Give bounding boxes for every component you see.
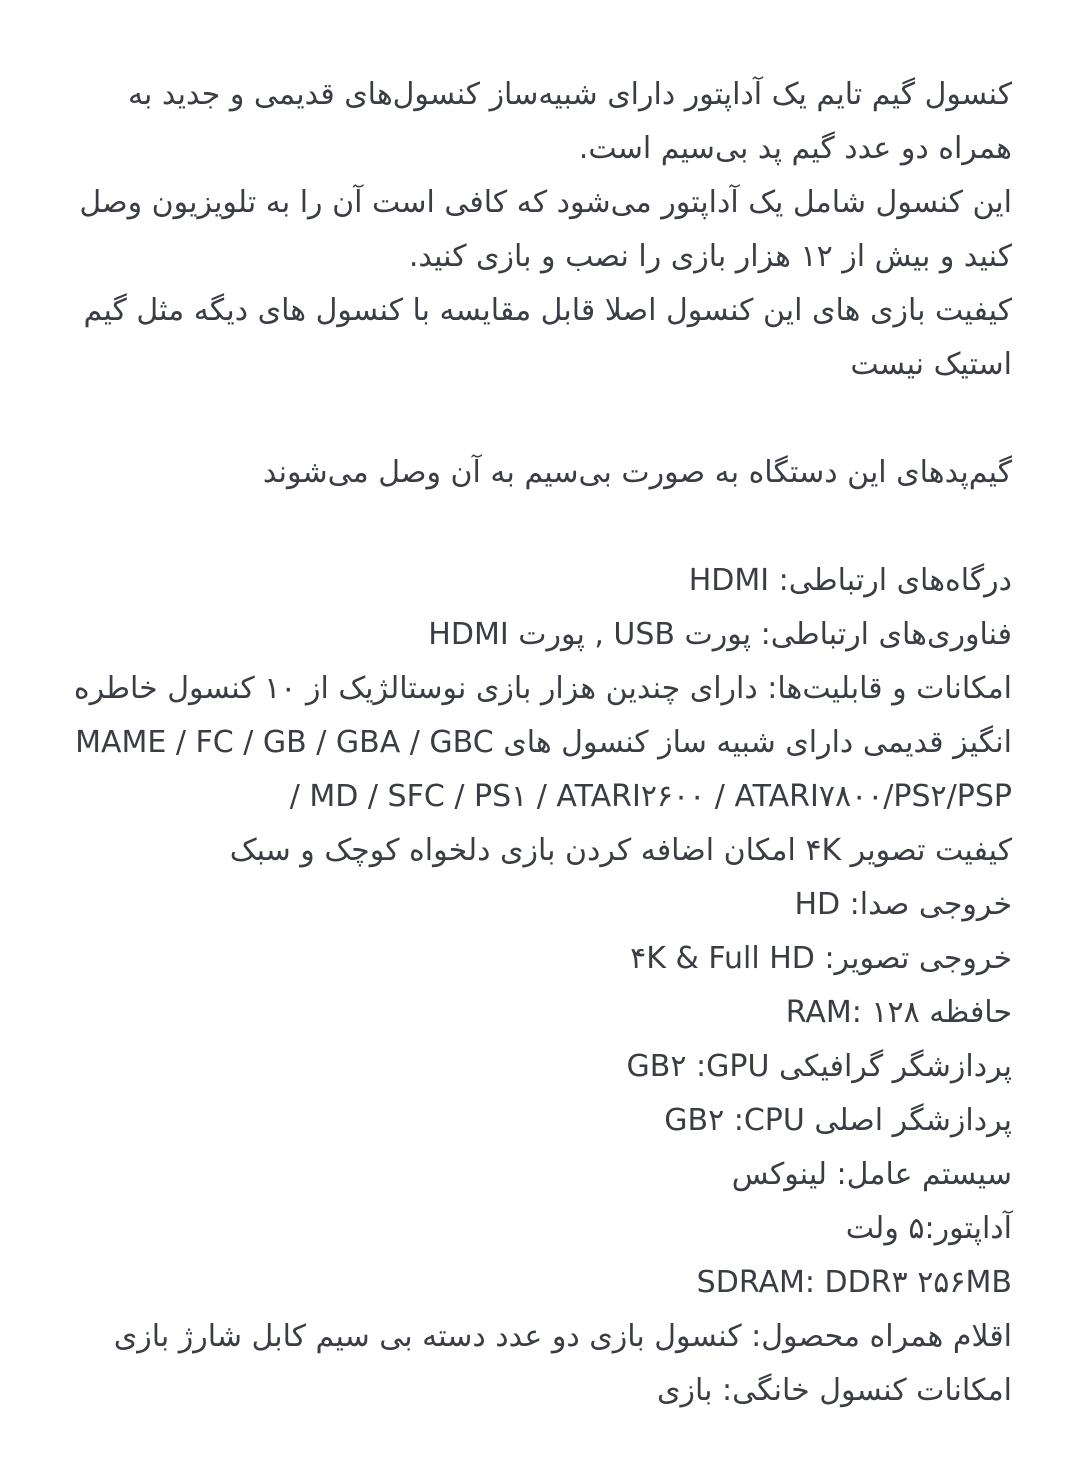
spec-ports: درگاه‌های ارتباطی: HDMI (688, 563, 1012, 598)
spec-quality: کیفیت تصویر ۴K امکان اضافه کردن بازی دلخواه کوچک و سبک (229, 833, 1012, 868)
spec-home: امکانات کنسول خانگی: بازی (656, 1373, 1012, 1408)
spec-os: سیستم عامل: لینوکس (731, 1157, 1012, 1192)
spacer (60, 500, 1012, 554)
spec-features: امکانات و قابلیت‌ها: دارای چندین هزار بازی نوستالژیک از ۱۰ کنسول خاطره انگیز قدیمی دارای شبیه ساز کنسول های MAME / FC / GB / GBA / GBC / MD / SFC / PS۱ / ATARI۲۶۰۰ / ATARI۷۸۰۰/PS۲/PSP (73, 671, 1012, 814)
spacer (60, 392, 1012, 446)
gamepads-note: گیم‌پدهای این دستگاه به صورت بی‌سیم به آن وصل می‌شوند (262, 455, 1012, 490)
spec-tech: فناوری‌های ارتباطی: پورت USB , پورت HDMI (428, 617, 1012, 652)
intro-paragraph-2: این کنسول شامل یک آداپتور می‌شود که کافی است آن را به تلویزیون وصل کنید و بیش از ۱۲ هزار بازی را نصب و بازی کنید. (79, 185, 1012, 274)
spec-cpu: پردازشگر اصلی GB۲ :CPU (664, 1103, 1012, 1138)
product-description (60, 68, 1012, 1418)
spec-gpu: پردازشگر گرافیکی GB۲ :GPU (626, 1049, 1012, 1084)
spec-items: اقلام همراه محصول: کنسول بازی دو عدد دسته بی سیم کابل شارژ بازی (113, 1319, 1012, 1354)
spec-adapter: آداپتور:۵ ولت (845, 1211, 1012, 1246)
spec-list (60, 554, 1012, 1418)
intro-paragraph-1: کنسول گیم تایم یک آداپتور دارای شبیه‌ساز کنسول‌های قدیمی و جدید به همراه دو عدد گیم پد بی‌سیم است. (127, 77, 1012, 166)
intro-paragraph-3: کیفیت بازی های این کنسول اصلا قابل مقایسه با کنسول های دیگه مثل گیم استیک نیست (83, 293, 1012, 382)
spec-ram: حافظه ۱۲۸ :RAM (785, 995, 1012, 1030)
spec-video: خروجی تصویر: ۴K & Full HD (630, 941, 1012, 976)
spec-sdram: SDRAM: DDR۳ ۲۵۶MB (696, 1265, 1012, 1300)
spec-audio: خروجی صدا: HD (794, 887, 1012, 922)
